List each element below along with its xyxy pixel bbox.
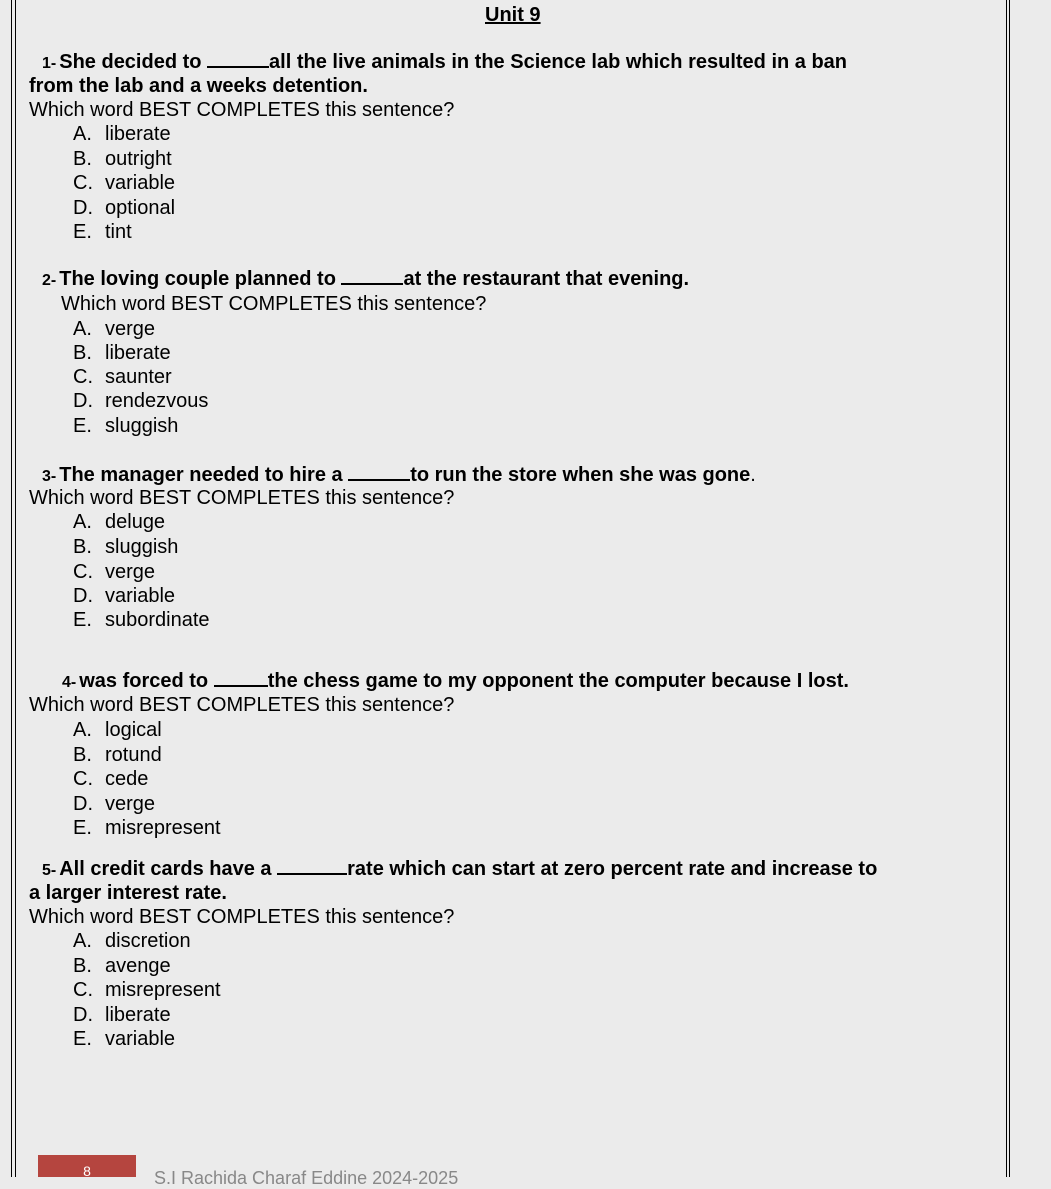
question-4-stem	[62, 669, 849, 695]
option-item: A. verge	[73, 318, 156, 340]
question-5-stem	[42, 857, 877, 883]
page-border-right-outer	[1009, 0, 1010, 1177]
question-text-after: all the live animals in the Science lab which resulted in a ban	[269, 51, 848, 73]
page-border-left-inner	[15, 0, 16, 1177]
option-item: A. liberate	[73, 123, 171, 145]
option-item: A. discretion	[73, 930, 191, 952]
question-text-before: was forced to	[79, 670, 209, 692]
option-item: E. tint	[73, 221, 132, 243]
footer-page-number: 8	[83, 1163, 91, 1179]
question-number: 3-	[42, 468, 57, 485]
question-text-after: the chess game to my opponent the computer because I lost.	[267, 670, 849, 692]
answer-blank	[207, 50, 269, 68]
option-item: B. outright	[73, 148, 172, 170]
answer-blank	[348, 463, 410, 481]
question-text-before: The loving couple planned to	[59, 268, 336, 290]
question-text-before: The manager needed to hire a	[59, 464, 343, 486]
option-item: E. sluggish	[73, 415, 179, 437]
option-item: D. liberate	[73, 1004, 171, 1026]
option-item: D. optional	[73, 197, 176, 219]
question-2-stem	[42, 267, 689, 293]
option-item: D. rendezvous	[73, 390, 209, 412]
sentence-period: .	[750, 464, 756, 486]
question-text-before: All credit cards have a	[59, 858, 272, 880]
option-item: B. avenge	[73, 955, 171, 977]
option-item: C. saunter	[73, 366, 172, 388]
option-item: E. misrepresent	[73, 817, 221, 839]
option-item: B. sluggish	[73, 536, 179, 558]
question-1-stem	[42, 50, 847, 76]
option-item: E. variable	[73, 1028, 176, 1050]
option-item: A. logical	[73, 719, 162, 741]
option-item: D. variable	[73, 585, 176, 607]
question-2-prompt: Which word BEST COMPLETES this sentence?	[61, 293, 487, 315]
option-item: E. subordinate	[73, 609, 210, 631]
question-1-continuation: from the lab and a weeks detention.	[29, 75, 368, 97]
question-number: 1-	[42, 55, 57, 72]
answer-blank	[341, 267, 403, 285]
question-text-after: to run the store when she was gone	[410, 464, 751, 486]
question-number: 2-	[42, 272, 57, 289]
question-number: 4-	[62, 674, 77, 691]
question-text-before: She decided to	[59, 51, 202, 73]
answer-blank	[214, 669, 268, 687]
option-item: D. verge	[73, 793, 156, 815]
question-3-prompt: Which word BEST COMPLETES this sentence?	[29, 487, 455, 509]
question-5-prompt: Which word BEST COMPLETES this sentence?	[29, 906, 455, 928]
answer-blank	[277, 857, 347, 875]
option-item: A. deluge	[73, 511, 166, 533]
question-4-prompt: Which word BEST COMPLETES this sentence?	[29, 694, 455, 716]
question-1-prompt: Which word BEST COMPLETES this sentence?	[29, 99, 455, 121]
option-item: C. cede	[73, 768, 149, 790]
option-item: C. variable	[73, 172, 176, 194]
option-item: B. rotund	[73, 744, 162, 766]
footer-text: S.I Rachida Charaf Eddine 2024-2025	[154, 1168, 459, 1188]
option-item: B. liberate	[73, 342, 171, 364]
option-item: C. verge	[73, 561, 156, 583]
page-border-left-outer	[11, 0, 12, 1177]
question-number: 5-	[42, 862, 57, 879]
option-item: C. misrepresent	[73, 979, 221, 1001]
question-5-continuation: a larger interest rate.	[29, 882, 227, 904]
question-text-after: rate which can start at zero percent rate and increase to	[347, 858, 878, 880]
page-title: Unit 9	[485, 4, 541, 26]
page-border-right-inner	[1006, 0, 1007, 1177]
question-text-after: at the restaurant that evening.	[403, 268, 690, 290]
